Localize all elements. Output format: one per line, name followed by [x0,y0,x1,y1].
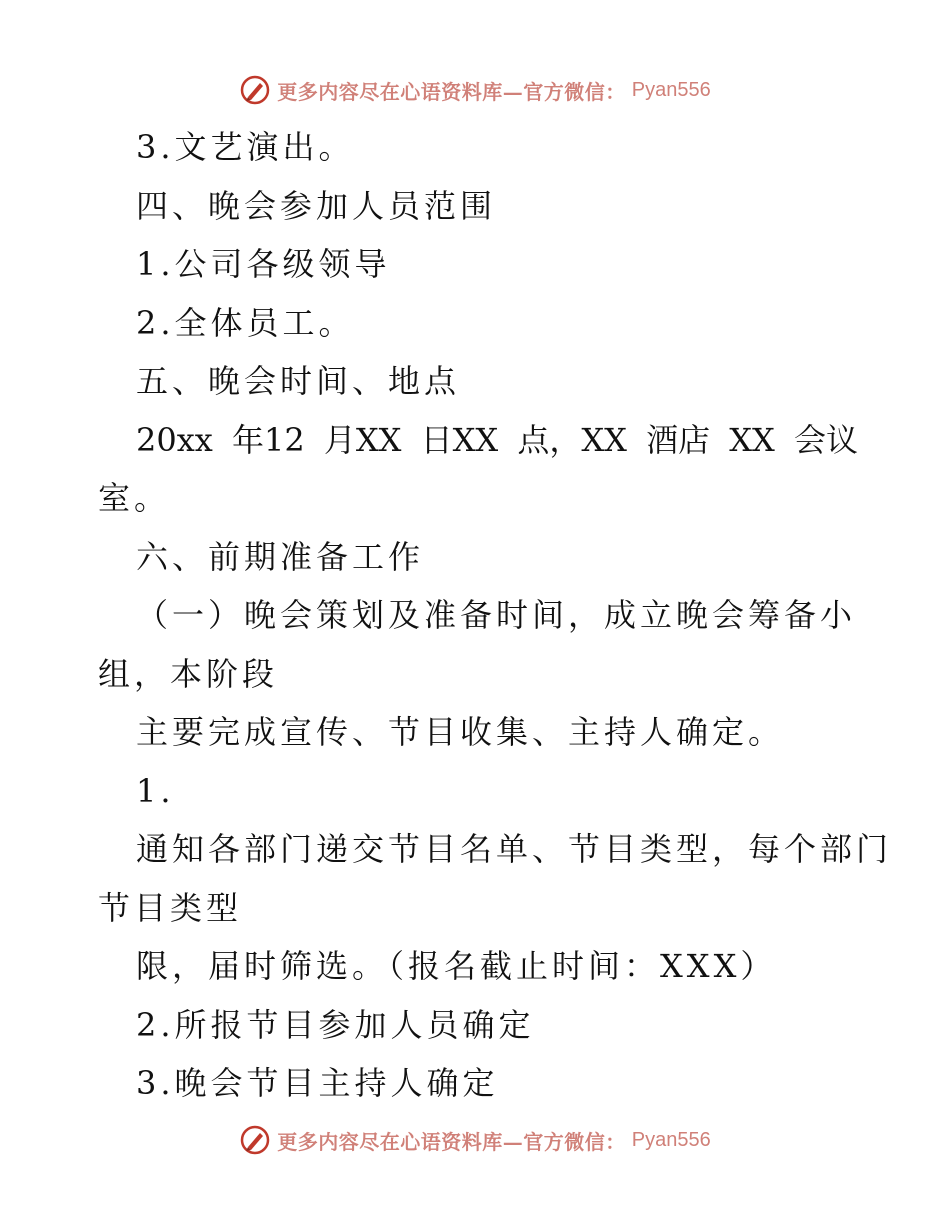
text-fragment: 月XX [323,420,402,459]
section-heading: 六、前期准备工作 [136,537,425,576]
text-line: 3.晚会节目主持人确定 [136,1064,499,1102]
text-line: 节目类型 [98,888,243,927]
watermark-text: 更多内容尽在心语资料库—官方微信： [277,79,626,104]
text-fragment: 日XX [420,420,499,459]
watermark-wechat-id: Pyan556 [631,78,711,101]
section-heading: 五、晚会时间、地点 [136,362,461,400]
text-fragment: 20xx [136,420,213,459]
document-body [98,118,893,1113]
text-line-date [98,411,858,470]
watermark-footer [0,1118,950,1162]
text-fragment: 会议 [793,420,858,459]
watermark-wechat-id: Pyan556 [631,1128,711,1151]
text-fragment: XX [729,420,775,459]
pen-logo-icon [239,1124,271,1156]
watermark-text: 更多内容尽在心语资料库—官方微信： [277,1129,626,1154]
section-heading: 四、晚会参加人员范围 [136,186,497,225]
text-line: 3.文艺演出。 [136,128,355,166]
text-fragment: 点，XX [517,420,627,459]
text-line: 通知各部门递交节目名单、节目类型，每个部门 [136,830,893,868]
text-line: 1. [136,771,175,810]
text-line: 1.公司各级领导 [136,245,391,283]
watermark-header [0,68,950,112]
text-line: 组，本阶段 [98,654,279,693]
text-line: 主要完成宣传、节目收集、主持人确定。 [136,713,785,751]
text-line: 2.全体员工。 [136,303,355,342]
text-line: 室。 [98,479,171,517]
text-line: 限，届时筛选。（报名截止时间：XXX） [136,947,777,985]
subsection-heading: （一）晚会策划及准备时间，成立晚会筹备小 [136,596,857,634]
text-fragment: 酒店 [646,420,711,459]
text-line: 2.所报节目参加人员确定 [136,1005,535,1044]
pen-logo-icon [239,74,271,106]
text-fragment: 年12 [231,420,305,459]
